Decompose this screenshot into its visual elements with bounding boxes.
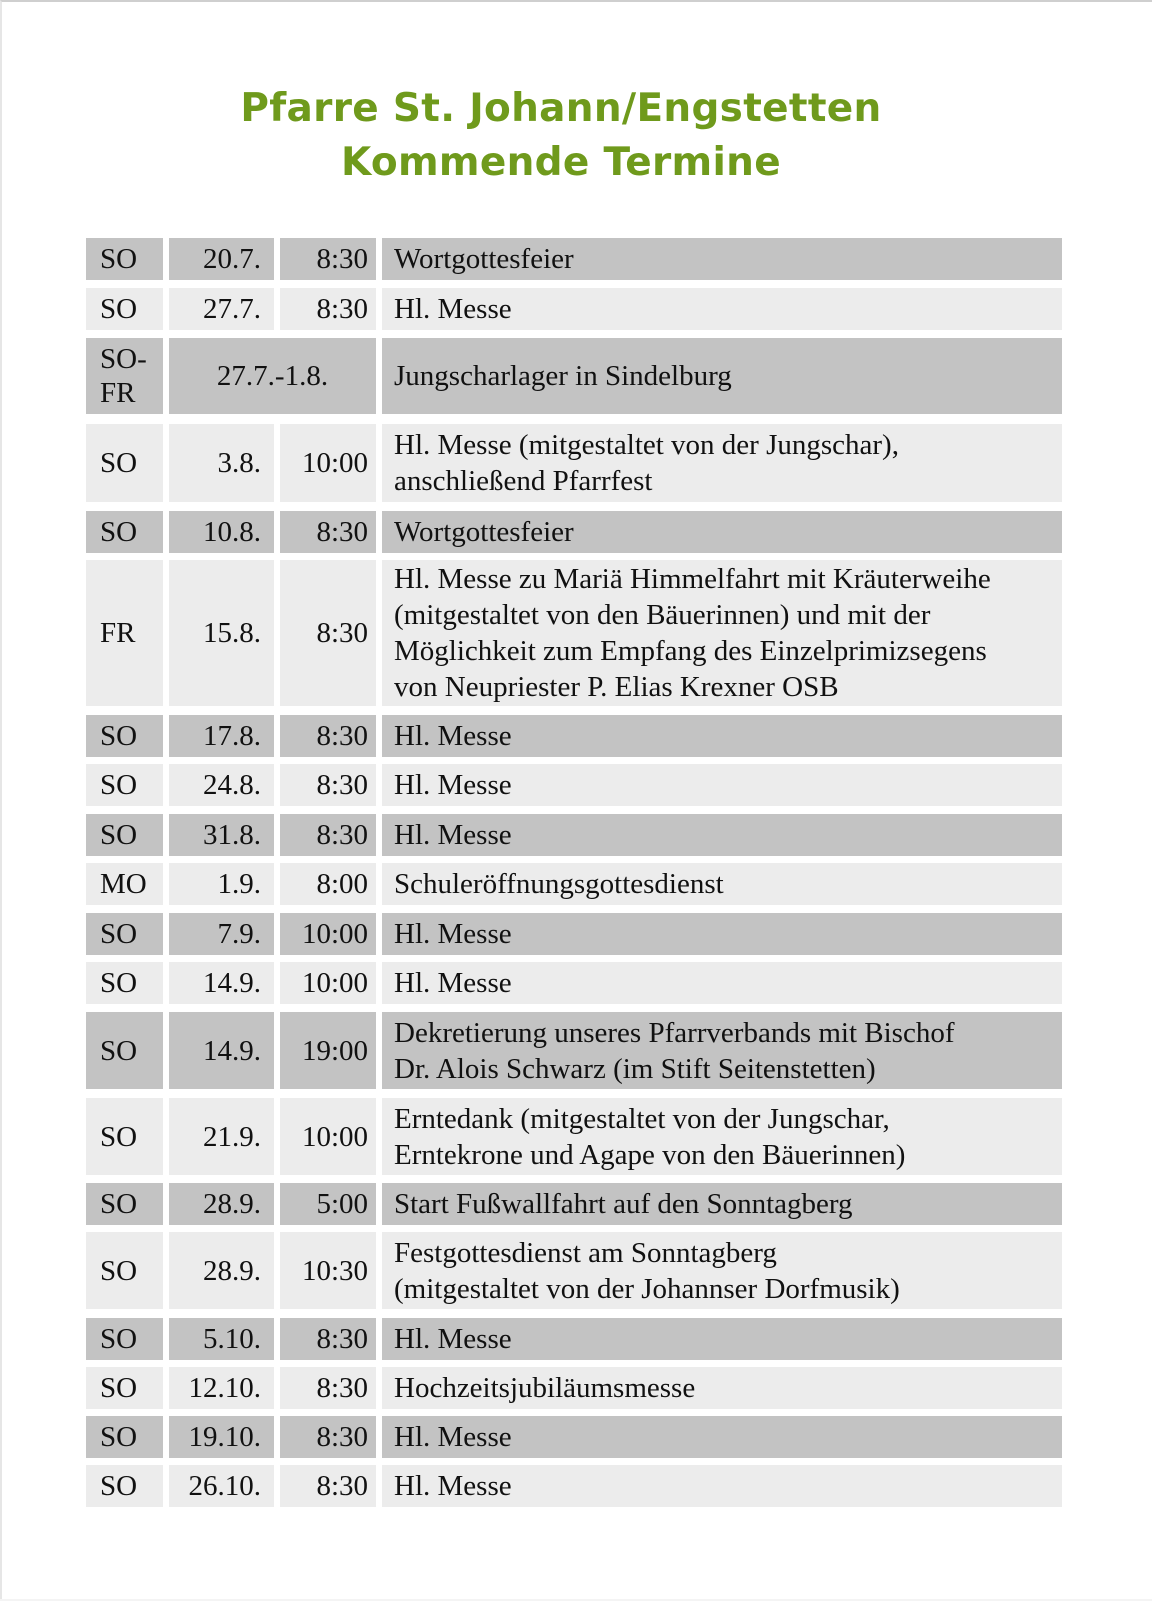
weekday-cell xyxy=(86,962,163,1004)
weekday-cell xyxy=(86,424,163,502)
description-text xyxy=(394,358,732,394)
time-cell xyxy=(280,1012,376,1089)
time-cell xyxy=(280,424,376,502)
weekday-cell xyxy=(86,1318,163,1360)
description-cell xyxy=(382,715,1062,757)
table-row xyxy=(86,1318,1062,1360)
table-row xyxy=(86,560,1062,706)
weekday-cell xyxy=(86,1012,163,1089)
time-cell xyxy=(280,1465,376,1507)
description-line: Hl. Messe xyxy=(394,1470,512,1502)
description-cell xyxy=(382,1012,1062,1089)
date-label: 3.8. xyxy=(217,447,261,479)
description-text xyxy=(394,1370,695,1406)
description-cell xyxy=(382,288,1062,330)
weekday-cell xyxy=(86,1367,163,1409)
time-cell xyxy=(280,511,376,553)
time-label: 8:30 xyxy=(316,516,368,548)
description-text xyxy=(394,1186,853,1222)
table-row xyxy=(86,1465,1062,1507)
description-line: Hl. Messe xyxy=(394,967,512,999)
description-line: Hl. Messe xyxy=(394,720,512,752)
table-row xyxy=(86,913,1062,955)
table-row xyxy=(86,1012,1062,1089)
time-cell xyxy=(280,1098,376,1175)
description-line: Hochzeitsjubiläumsmesse xyxy=(394,1372,696,1404)
time-label: 8:30 xyxy=(316,1323,368,1355)
date-label: 27.7. xyxy=(203,293,261,325)
weekday-cell xyxy=(86,1465,163,1507)
time-label: 10:00 xyxy=(301,967,368,999)
date-label: 15.8. xyxy=(203,617,261,649)
description-cell xyxy=(382,560,1062,706)
time-cell xyxy=(280,715,376,757)
date-cell xyxy=(169,1232,274,1309)
description-line: Wortgottesfeier xyxy=(394,243,574,275)
date-cell xyxy=(169,1416,274,1458)
date-cell xyxy=(169,1098,274,1175)
description-text xyxy=(394,767,512,803)
time-label: 10:00 xyxy=(301,1120,368,1153)
description-cell xyxy=(382,238,1062,280)
date-label: 14.9. xyxy=(203,967,261,999)
description-text xyxy=(394,1321,512,1357)
table-row xyxy=(86,764,1062,806)
description-cell xyxy=(382,1183,1062,1225)
description-cell xyxy=(382,511,1062,553)
time-label: 8:30 xyxy=(316,243,368,275)
description-line: Hl. Messe (mitgestaltet von der Jungschar), xyxy=(394,429,899,461)
description-text xyxy=(394,241,574,277)
date-label: 1.9. xyxy=(217,868,261,900)
weekday-cell xyxy=(86,1098,163,1175)
table-row xyxy=(86,511,1062,553)
date-cell xyxy=(169,715,274,757)
date-label: 28.9. xyxy=(203,1188,261,1220)
time-cell xyxy=(280,1367,376,1409)
weekday-cell xyxy=(86,1183,163,1225)
description-cell xyxy=(382,424,1062,502)
weekday-label: SO xyxy=(100,1470,138,1502)
weekday-cell xyxy=(86,863,163,905)
page-title: Pfarre St. Johann/Engstetten xyxy=(240,86,882,131)
date-cell xyxy=(169,1367,274,1409)
date-cell xyxy=(169,1012,274,1089)
weekday-cell xyxy=(86,913,163,955)
date-label: 28.9. xyxy=(203,1254,261,1287)
description-line: Dekretierung unseres Pfarrverbands mit Bischof xyxy=(394,1016,955,1049)
time-cell xyxy=(280,764,376,806)
description-line: von Neupriester P. Elias Krexner OSB xyxy=(394,671,839,703)
date-label: 12.10. xyxy=(188,1372,261,1404)
time-label: 10:00 xyxy=(301,447,368,479)
time-label: 8:30 xyxy=(316,1372,368,1404)
date-label: 14.9. xyxy=(203,1034,261,1067)
description-line: Start Fußwallfahrt auf den Sonntagberg xyxy=(394,1188,853,1220)
weekday-label: SO xyxy=(100,918,138,950)
description-line: Erntedank (mitgestaltet von der Jungschar, xyxy=(394,1102,890,1135)
date-label: 24.8. xyxy=(203,769,261,801)
time-cell xyxy=(280,814,376,856)
time-label: 8:30 xyxy=(316,720,368,752)
page-subtitle: Kommende Termine xyxy=(341,140,781,185)
time-label: 8:00 xyxy=(316,868,368,900)
description-line: Hl. Messe xyxy=(394,918,512,950)
description-line: Hl. Messe zu Mariä Himmelfahrt mit Kräuterweihe xyxy=(394,563,991,595)
time-label: 8:30 xyxy=(316,1421,368,1453)
time-label: 8:30 xyxy=(316,617,368,649)
date-cell xyxy=(169,764,274,806)
weekday-label: FR xyxy=(100,617,136,649)
table-row xyxy=(86,338,1062,414)
weekday-label: SO xyxy=(100,1421,138,1453)
weekday-label: SO xyxy=(100,1254,138,1287)
date-label: 7.9. xyxy=(217,918,261,950)
weekday-cell xyxy=(86,338,163,414)
table-row xyxy=(86,424,1062,502)
date-cell xyxy=(169,560,274,706)
time-cell xyxy=(280,560,376,706)
description-text xyxy=(394,866,724,902)
weekday-label: SO xyxy=(100,1188,138,1220)
date-cell xyxy=(169,962,274,1004)
weekday-cell xyxy=(86,238,163,280)
date-label: 19.10. xyxy=(188,1421,261,1453)
date-cell xyxy=(169,1465,274,1507)
time-label: 10:30 xyxy=(301,1254,368,1287)
date-range-label: 27.7.-1.8. xyxy=(216,360,329,392)
table-row xyxy=(86,288,1062,330)
description-text xyxy=(394,291,512,327)
weekday-label: SO- FR xyxy=(100,343,147,409)
time-label: 8:30 xyxy=(316,819,368,851)
description-cell xyxy=(382,913,1062,955)
time-label: 5:00 xyxy=(316,1188,368,1220)
weekday-label: SO xyxy=(100,243,138,275)
description-line: Möglichkeit zum Empfang des Einzelprimizsegens xyxy=(394,635,987,667)
date-label: 31.8. xyxy=(203,819,261,851)
weekday-label: SO xyxy=(100,967,138,999)
table-row xyxy=(86,715,1062,757)
description-cell xyxy=(382,863,1062,905)
table-row xyxy=(86,238,1062,280)
date-label: 20.7. xyxy=(203,243,261,275)
weekday-label: SO xyxy=(100,1120,138,1153)
description-text xyxy=(394,514,574,550)
weekday-label: SO xyxy=(100,1323,138,1355)
description-text xyxy=(394,1419,512,1455)
description-cell xyxy=(382,1416,1062,1458)
table-row xyxy=(86,1367,1062,1409)
weekday-cell xyxy=(86,715,163,757)
weekday-cell xyxy=(86,560,163,706)
description-cell xyxy=(382,1318,1062,1360)
weekday-label: SO xyxy=(100,516,138,548)
description-line: Schuleröffnungsgottesdienst xyxy=(394,868,724,900)
table-row xyxy=(86,1232,1062,1309)
table-row xyxy=(86,1183,1062,1225)
weekday-label: SO xyxy=(100,1034,138,1067)
date-cell xyxy=(169,1318,274,1360)
table-row xyxy=(86,863,1062,905)
date-cell xyxy=(169,424,274,502)
date-cell xyxy=(169,863,274,905)
time-label: 8:30 xyxy=(316,769,368,801)
weekday-label: SO xyxy=(100,1372,138,1404)
description-line: Dr. Alois Schwarz (im Stift Seitenstetten) xyxy=(394,1052,876,1085)
description-text xyxy=(394,916,512,952)
weekday-cell xyxy=(86,814,163,856)
description-line: anschließend Pfarrfest xyxy=(394,465,653,497)
time-cell xyxy=(280,1232,376,1309)
description-line: Hl. Messe xyxy=(394,293,512,325)
date-cell xyxy=(169,1183,274,1225)
description-text xyxy=(394,427,899,499)
date-label: 5.10. xyxy=(203,1323,261,1355)
description-line: Hl. Messe xyxy=(394,1421,512,1453)
description-text xyxy=(394,561,991,705)
date-range-cell xyxy=(169,338,376,414)
description-cell xyxy=(382,1232,1062,1309)
weekday-label: SO xyxy=(100,769,138,801)
description-cell xyxy=(382,1098,1062,1175)
description-line: Hl. Messe xyxy=(394,819,512,851)
description-cell xyxy=(382,764,1062,806)
time-cell xyxy=(280,962,376,1004)
weekday-label: SO xyxy=(100,447,138,479)
weekday-label: SO xyxy=(100,819,138,851)
time-cell xyxy=(280,913,376,955)
description-line: (mitgestaltet von der Johannser Dorfmusik) xyxy=(394,1272,900,1305)
date-cell xyxy=(169,288,274,330)
date-cell xyxy=(169,238,274,280)
weekday-label: MO xyxy=(100,868,147,900)
weekday-label: SO xyxy=(100,720,138,752)
date-cell xyxy=(169,814,274,856)
table-row xyxy=(86,814,1062,856)
description-text xyxy=(394,1101,905,1173)
description-text xyxy=(394,965,512,1001)
description-line: Erntekrone und Agape von den Bäuerinnen) xyxy=(394,1138,906,1171)
description-line: (mitgestaltet von den Bäuerinnen) und mit der xyxy=(394,599,931,631)
description-cell xyxy=(382,962,1062,1004)
description-cell xyxy=(382,338,1062,414)
table-row xyxy=(86,1416,1062,1458)
weekday-cell xyxy=(86,511,163,553)
description-text xyxy=(394,1235,900,1307)
weekday-cell xyxy=(86,288,163,330)
time-cell xyxy=(280,1416,376,1458)
weekday-cell xyxy=(86,1232,163,1309)
table-row xyxy=(86,1098,1062,1175)
time-label: 8:30 xyxy=(316,293,368,325)
date-label: 26.10. xyxy=(188,1470,261,1502)
description-cell xyxy=(382,814,1062,856)
description-text xyxy=(394,1468,512,1504)
description-cell xyxy=(382,1465,1062,1507)
description-line: Hl. Messe xyxy=(394,1323,512,1355)
events-table xyxy=(2,2,1152,1601)
description-text xyxy=(394,718,512,754)
time-cell xyxy=(280,863,376,905)
description-cell xyxy=(382,1367,1062,1409)
time-cell xyxy=(280,1318,376,1360)
time-cell xyxy=(280,288,376,330)
weekday-cell xyxy=(86,1416,163,1458)
time-cell xyxy=(280,238,376,280)
date-label: 17.8. xyxy=(203,720,261,752)
time-label: 8:30 xyxy=(316,1470,368,1502)
description-text xyxy=(394,1015,955,1087)
description-line: Wortgottesfeier xyxy=(394,516,574,548)
weekday-label: SO xyxy=(100,293,138,325)
table-row xyxy=(86,962,1062,1004)
description-line: Jungscharlager in Sindelburg xyxy=(394,360,732,392)
date-cell xyxy=(169,511,274,553)
date-label: 10.8. xyxy=(203,516,261,548)
date-label: 21.9. xyxy=(203,1120,261,1153)
description-line: Festgottesdienst am Sonntagberg xyxy=(394,1236,777,1269)
description-text xyxy=(394,817,512,853)
description-line: Hl. Messe xyxy=(394,769,512,801)
weekday-cell xyxy=(86,764,163,806)
date-cell xyxy=(169,913,274,955)
time-cell xyxy=(280,1183,376,1225)
time-label: 10:00 xyxy=(301,918,368,950)
time-label: 19:00 xyxy=(301,1034,368,1067)
